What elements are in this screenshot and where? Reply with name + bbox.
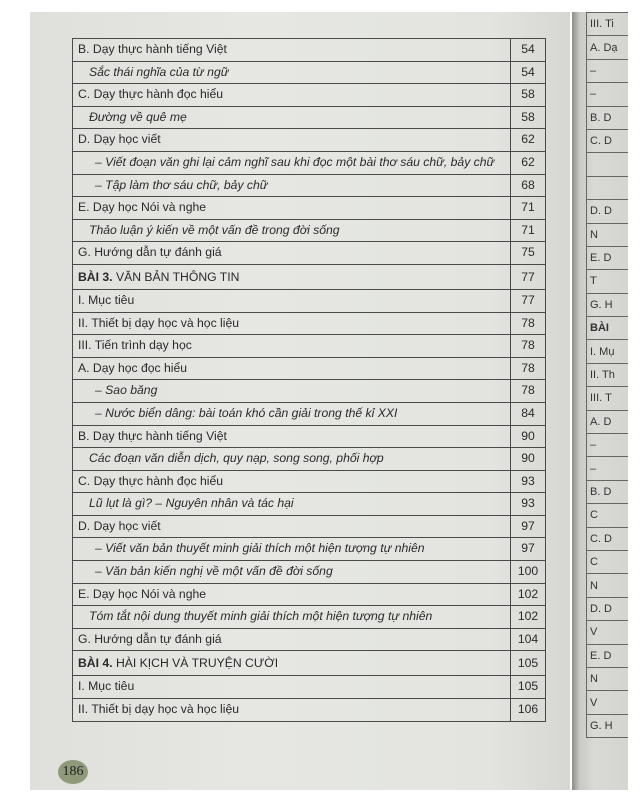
toc-row	[73, 515, 546, 538]
right-page-fragment: G. H	[587, 293, 629, 316]
right-page-edge	[572, 12, 628, 790]
toc-page-number: 62	[511, 151, 546, 174]
toc-entry-title	[73, 357, 511, 380]
toc-entry-title	[73, 264, 511, 289]
toc-page-number: 75	[511, 242, 546, 265]
right-page-row	[587, 363, 629, 386]
toc-entry-text: – Nước biển dâng: bài toán khó cần giải trong thế kỉ XXI	[95, 405, 398, 420]
right-page-row	[587, 83, 629, 106]
toc-page-number: 54	[511, 39, 546, 62]
toc-row	[73, 448, 546, 471]
toc-entry-text: – Văn bản kiến nghị về một vấn đề đời sống	[95, 564, 333, 579]
toc-row	[73, 676, 546, 699]
toc-entry-title	[73, 129, 511, 152]
right-page-fragment	[587, 176, 629, 199]
toc-entry-title	[73, 538, 511, 561]
page-number: 186	[58, 760, 88, 784]
toc-lesson-row	[73, 264, 546, 289]
toc-entry-title	[73, 61, 511, 84]
right-page-row	[587, 550, 629, 573]
toc-entry-text: Thảo luận ý kiến về một vấn đề trong đời sống	[89, 222, 340, 237]
right-page-row	[587, 574, 629, 597]
right-page-fragment: E. D	[587, 246, 629, 269]
right-page-fragment: N	[587, 667, 629, 690]
right-page-row	[587, 644, 629, 667]
toc-entry-text: II. Thiết bị dạy học và học liệu	[78, 702, 240, 717]
toc-page-number: 90	[511, 448, 546, 471]
right-page-row	[587, 200, 629, 223]
right-page-fragment: D. D	[587, 200, 629, 223]
toc-entry-title	[73, 151, 511, 174]
toc-page-number: 97	[511, 538, 546, 561]
toc-page-number: 68	[511, 174, 546, 197]
toc-entry-text: – Sao băng	[95, 383, 158, 398]
toc-page-number: 105	[511, 651, 546, 676]
toc-row	[73, 561, 546, 584]
toc-row	[73, 312, 546, 335]
toc-row	[73, 106, 546, 129]
toc-row	[73, 129, 546, 152]
toc-row	[73, 219, 546, 242]
right-page-row	[587, 106, 629, 129]
right-page-row	[587, 223, 629, 246]
right-page-fragment: C	[587, 504, 629, 527]
right-page-row	[587, 480, 629, 503]
toc-page-number: 100	[511, 561, 546, 584]
right-page-fragment: III. T	[587, 387, 629, 410]
toc-entry-text: Các đoạn văn diễn dịch, quy nạp, song song, phối hợp	[89, 451, 384, 466]
toc-entry-title	[73, 402, 511, 425]
right-page-fragment: –	[587, 434, 629, 457]
toc-entry-title	[73, 470, 511, 493]
right-page-row	[587, 13, 629, 36]
toc-entry-text: III. Tiến trình dạy học	[78, 338, 192, 353]
toc-row	[73, 61, 546, 84]
right-page-fragment	[587, 153, 629, 176]
toc-page-number: 71	[511, 197, 546, 220]
toc-entry-text: HÀI KỊCH VÀ TRUYỆN CƯỜI	[115, 656, 279, 671]
toc-entry-title	[73, 106, 511, 129]
toc-entry-title	[73, 380, 511, 403]
right-page-fragment: C	[587, 550, 629, 573]
toc-page-number: 78	[511, 312, 546, 335]
right-page-row	[587, 246, 629, 269]
right-page-row	[587, 340, 629, 363]
right-page-table-fragment	[586, 12, 628, 738]
toc-entry-title	[73, 561, 511, 584]
right-page-fragment: B. D	[587, 480, 629, 503]
toc-row	[73, 197, 546, 220]
toc-page-number: 77	[511, 289, 546, 312]
toc-entry-text: B. Dạy thực hành tiếng Việt	[78, 42, 227, 56]
toc-entry-title	[73, 242, 511, 265]
toc-entry-title	[73, 312, 511, 335]
toc-page-number: 58	[511, 106, 546, 129]
toc-row	[73, 538, 546, 561]
toc-entry-text: Lũ lụt là gì? – Nguyên nhân và tác hại	[89, 496, 294, 511]
toc-entry-title	[73, 515, 511, 538]
toc-page-number: 78	[511, 357, 546, 380]
toc-page-number: 102	[511, 606, 546, 629]
toc-row	[73, 242, 546, 265]
toc-lesson-row	[73, 651, 546, 676]
right-page-fragment: –	[587, 59, 629, 82]
toc-page-number: 93	[511, 493, 546, 516]
right-page-fragment: B. D	[587, 106, 629, 129]
toc-entry-title	[73, 699, 511, 722]
toc-row	[73, 335, 546, 358]
toc-entry-text: D. Dạy học viết	[78, 518, 161, 533]
table-of-contents	[72, 38, 546, 722]
toc-entry-title	[73, 676, 511, 699]
toc-entry-text: I. Mục tiêu	[78, 292, 135, 307]
right-page-fragment: C. D	[587, 527, 629, 550]
toc-row	[73, 380, 546, 403]
toc-entry-title	[73, 174, 511, 197]
toc-entry-text: Sắc thái nghĩa của từ ngữ	[89, 64, 229, 79]
right-page-fragment: D. D	[587, 597, 629, 620]
right-page-row	[587, 527, 629, 550]
toc-entry-title	[73, 39, 511, 62]
right-page-row	[587, 59, 629, 82]
right-page-row	[587, 153, 629, 176]
right-page-fragment: C. D	[587, 129, 629, 152]
right-page-row	[587, 621, 629, 644]
right-page-fragment: V	[587, 621, 629, 644]
right-page-row	[587, 691, 629, 714]
toc-entry-title	[73, 289, 511, 312]
toc-entry-text: – Viết đoạn văn ghi lại cảm nghĩ sau khi đọc một bài thơ sáu chữ, bảy chữ	[95, 154, 495, 169]
toc-page-number: 105	[511, 676, 546, 699]
right-page-row	[587, 387, 629, 410]
toc-entry-text: G. Hướng dẫn tự đánh giá	[78, 631, 222, 646]
right-page-fragment: T	[587, 270, 629, 293]
toc-entry-text: Tóm tắt nội dung thuyết minh giải thích một hiện tượng tự nhiên	[89, 609, 433, 624]
lesson-number: BÀI 3.	[78, 269, 113, 284]
toc-page-number: 93	[511, 470, 546, 493]
right-page-fragment: A. Dạ	[587, 36, 629, 59]
toc-row	[73, 493, 546, 516]
toc-page-number: 71	[511, 219, 546, 242]
toc-entry-title	[73, 628, 511, 651]
lesson-number: BÀI 4.	[78, 656, 113, 671]
right-page-row	[587, 176, 629, 199]
toc-row	[73, 583, 546, 606]
toc-entry-title	[73, 335, 511, 358]
toc-entry-text: II. Thiết bị dạy học và học liệu	[78, 315, 240, 330]
toc-page-number: 54	[511, 61, 546, 84]
toc-entry-text: G. Hướng dẫn tự đánh giá	[78, 245, 222, 260]
toc-entry-text: VĂN BẢN THÔNG TIN	[115, 269, 240, 284]
right-page-fragment: –	[587, 83, 629, 106]
toc-entry-text: – Tập làm thơ sáu chữ, bảy chữ	[95, 177, 268, 192]
toc-row	[73, 174, 546, 197]
right-page-row	[587, 504, 629, 527]
toc-entry-title	[73, 448, 511, 471]
toc-entry-title	[73, 219, 511, 242]
right-page-row	[587, 317, 629, 340]
toc-entry-text: C. Dạy thực hành đọc hiểu	[78, 473, 224, 488]
right-page-row	[587, 434, 629, 457]
toc-entry-text: C. Dạy thực hành đọc hiểu	[78, 87, 224, 102]
toc-row	[73, 606, 546, 629]
toc-page-number: 90	[511, 425, 546, 448]
toc-page-number: 78	[511, 335, 546, 358]
toc-page-number: 58	[511, 84, 546, 107]
right-page-row	[587, 270, 629, 293]
toc-row	[73, 425, 546, 448]
toc-entry-text: E. Dạy học Nói và nghe	[78, 200, 207, 215]
toc-entry-title	[73, 493, 511, 516]
toc-page-number: 102	[511, 583, 546, 606]
toc-entry-title	[73, 606, 511, 629]
right-page-row	[587, 597, 629, 620]
right-page-fragment: III. Ti	[587, 13, 629, 36]
toc-entry-title	[73, 583, 511, 606]
toc-entry-text: E. Dạy học Nói và nghe	[78, 586, 207, 601]
right-page-row	[587, 129, 629, 152]
right-page-fragment: II. Th	[587, 363, 629, 386]
right-page-fragment: N	[587, 223, 629, 246]
right-page-row	[587, 667, 629, 690]
toc-entry-text: Đường về quê mẹ	[89, 109, 187, 124]
toc-page-number: 84	[511, 402, 546, 425]
toc-entry-title	[73, 197, 511, 220]
toc-row	[73, 699, 546, 722]
right-page-row	[587, 410, 629, 433]
right-page-fragment: A. D	[587, 410, 629, 433]
toc-row	[73, 289, 546, 312]
right-page-fragment: V	[587, 691, 629, 714]
toc-row	[73, 39, 546, 62]
toc-entry-text: – Viết văn bản thuyết minh giải thích một hiện tượng tự nhiên	[95, 541, 425, 556]
right-page-row	[587, 714, 629, 737]
toc-page-number: 78	[511, 380, 546, 403]
toc-entry-title	[73, 84, 511, 107]
right-page-row	[587, 36, 629, 59]
toc-entry-text: A. Dạy học đọc hiểu	[78, 360, 188, 375]
right-page-row	[587, 293, 629, 316]
right-page-fragment: N	[587, 574, 629, 597]
right-page-fragment: I. Mụ	[587, 340, 629, 363]
toc-page-number: 104	[511, 628, 546, 651]
toc-row	[73, 402, 546, 425]
toc-row	[73, 151, 546, 174]
toc-entry-text: B. Dạy thực hành tiếng Việt	[78, 428, 227, 443]
toc-page-number: 97	[511, 515, 546, 538]
toc-row	[73, 84, 546, 107]
toc-row	[73, 470, 546, 493]
toc-entry-text: I. Mục tiêu	[78, 679, 135, 694]
toc-row	[73, 628, 546, 651]
toc-entry-text: D. Dạy học viết	[78, 132, 161, 147]
right-page-fragment: BÀI	[587, 317, 629, 340]
right-page-row	[587, 457, 629, 480]
toc-page-number: 62	[511, 129, 546, 152]
right-page-fragment: –	[587, 457, 629, 480]
toc-page-number: 106	[511, 699, 546, 722]
right-page-fragment: E. D	[587, 644, 629, 667]
toc-page-number: 77	[511, 264, 546, 289]
toc-entry-title	[73, 651, 511, 676]
toc-entry-title	[73, 425, 511, 448]
right-page-fragment: G. H	[587, 714, 629, 737]
toc-row	[73, 357, 546, 380]
